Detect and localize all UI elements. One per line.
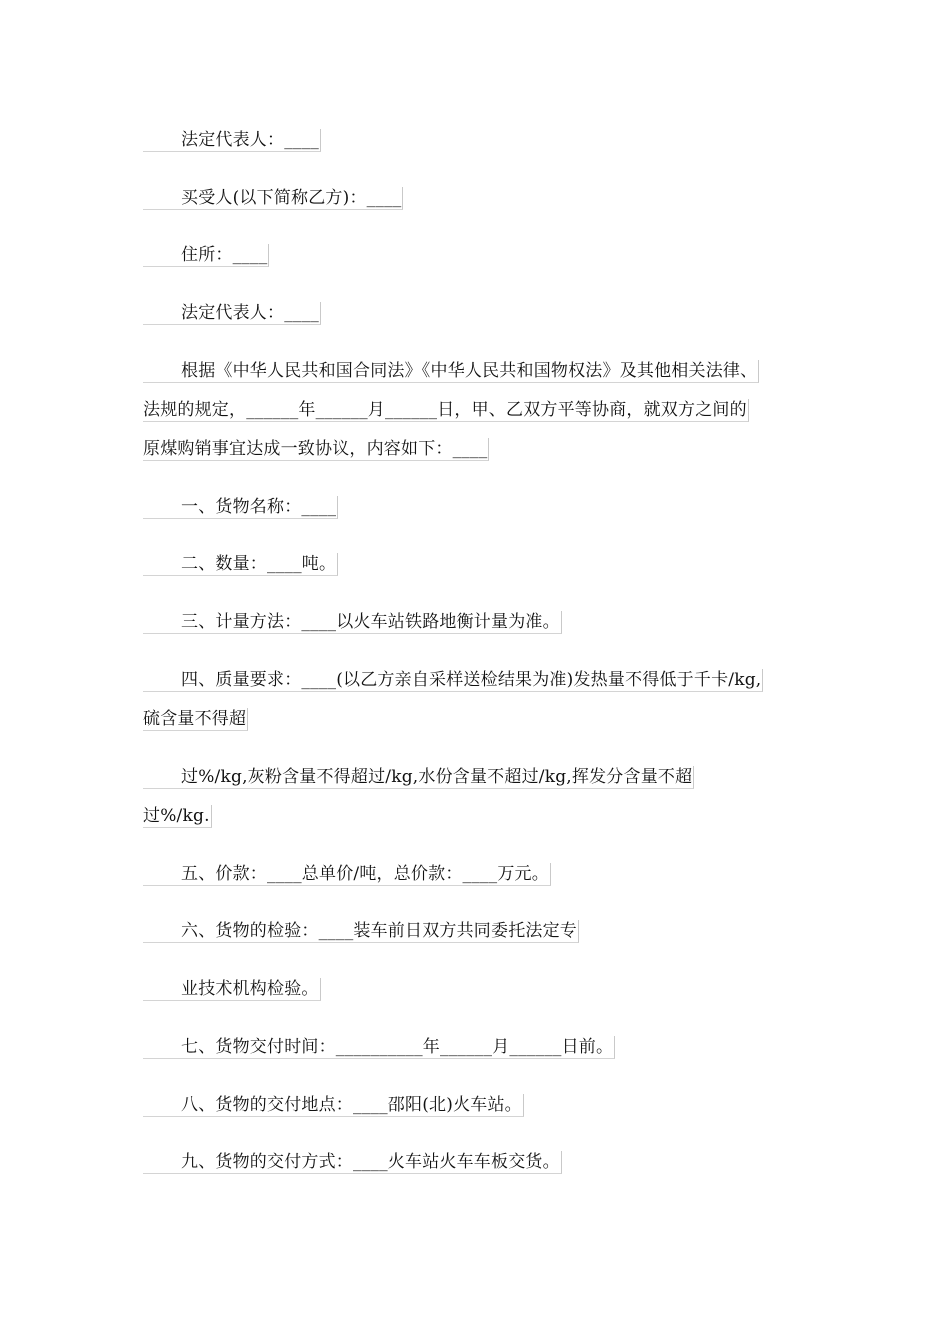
text-line-inspection-2: 业技术机构检验。 xyxy=(143,978,321,1001)
text-line-delivery-place: 八、货物的交付地点：____邵阳(北)火车站。 xyxy=(143,1094,524,1117)
text-line-goods-name: 一、货物名称：____ xyxy=(143,496,338,519)
text-line-delivery-method: 九、货物的交付方式：____火车站火车车板交货。 xyxy=(143,1151,562,1174)
text-line-quality-2: 硫含量不得超 xyxy=(143,709,247,729)
text-line-preamble-2: 法规的规定，______年______月______日，甲、乙双方平等协商，就双方之间的 xyxy=(143,400,747,420)
text-line-buyer: 买受人(以下简称乙方)：____ xyxy=(143,187,403,210)
text-line-price: 五、价款：____总单价/吨，总价款：____万元。 xyxy=(143,863,551,886)
text-line-legal-rep-seller: 法定代表人：____ xyxy=(143,129,321,152)
text-line-quality-4: 过%/kg. xyxy=(143,806,210,826)
text-line-address: 住所：____ xyxy=(143,244,269,267)
text-line-preamble-3: 原煤购销事宜达成一致协议，内容如下：____ xyxy=(143,439,488,459)
text-line-delivery-time: 七、货物交付时间：__________年______月______日前。 xyxy=(143,1036,615,1059)
text-line-quality-3: 过%/kg,灰粉含量不得超过/kg,水份含量不超过/kg,挥发分含量不超 xyxy=(143,766,694,789)
text-line-quantity: 二、数量：____吨。 xyxy=(143,553,338,576)
text-line-measurement: 三、计量方法：____以火车站铁路地衡计量为准。 xyxy=(143,611,562,634)
text-line-quality-1: 四、质量要求：____(以乙方亲自采样送检结果为准)发热量不得低于千卡/kg, xyxy=(143,669,763,692)
text-line-preamble-1: 根据《中华人民共和国合同法》《中华人民共和国物权法》及其他相关法律、 xyxy=(143,360,759,383)
text-line-legal-rep-buyer: 法定代表人：____ xyxy=(143,302,321,325)
text-line-inspection-1: 六、货物的检验：____装车前日双方共同委托法定专 xyxy=(143,920,579,943)
